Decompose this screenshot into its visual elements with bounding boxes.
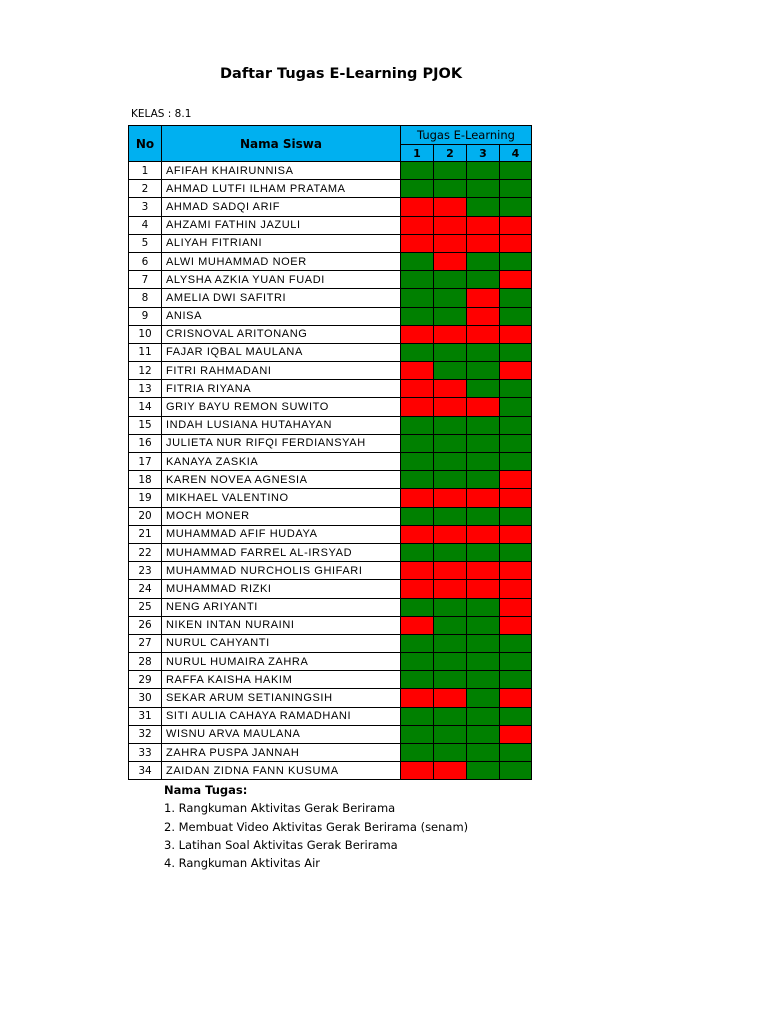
task-2-status-cell [434,689,467,707]
table-row [129,271,532,289]
task-2-status-cell [434,416,467,434]
task-1-status-cell [401,616,434,634]
task-3-status-cell [467,543,500,561]
task-2-status-cell [434,707,467,725]
task-4-status-cell [500,707,532,725]
table-row [129,234,532,252]
row-number: 25 [129,598,162,616]
task-2-status-cell [434,307,467,325]
task-3-status-cell [467,707,500,725]
row-number: 29 [129,671,162,689]
task-4-status-cell [500,543,532,561]
table-row [129,362,532,380]
table-row [129,744,532,762]
table-row [129,562,532,580]
task-2-status-cell [434,598,467,616]
row-number: 32 [129,725,162,743]
task-1-status-cell [401,325,434,343]
task-4-status-cell [500,744,532,762]
note-item: 1. Rangkuman Aktivitas Gerak Berirama [164,801,396,816]
task-2-status-cell [434,471,467,489]
table-row [129,180,532,198]
student-name: ZAHRA PUSPA JANNAH [162,744,401,762]
row-number: 17 [129,453,162,471]
student-name: AHMAD LUTFI ILHAM PRATAMA [162,180,401,198]
student-name: SITI AULIA CAHAYA RAMADHANI [162,707,401,725]
row-number: 19 [129,489,162,507]
task-3-status-cell [467,216,500,234]
note-item: 3. Latihan Soal Aktivitas Gerak Berirama [164,837,398,852]
task-3-status-cell [467,471,500,489]
notes-heading: Nama Tugas: [164,783,248,797]
student-name: AHMAD SADQI ARIF [162,198,401,216]
table-row [129,489,532,507]
row-number: 24 [129,580,162,598]
task-3-status-cell [467,489,500,507]
row-number: 4 [129,216,162,234]
header-task-1: 1 [401,145,434,162]
student-name: ANISA [162,307,401,325]
header-name: Nama Siswa [162,126,401,162]
task-3-status-cell [467,398,500,416]
task-4-status-cell [500,762,532,780]
task-3-status-cell [467,380,500,398]
task-2-status-cell [434,671,467,689]
task-2-status-cell [434,453,467,471]
row-number: 2 [129,180,162,198]
task-4-status-cell [500,671,532,689]
task-2-status-cell [434,525,467,543]
row-number: 18 [129,471,162,489]
task-3-status-cell [467,307,500,325]
table-row [129,543,532,561]
row-number: 16 [129,434,162,452]
task-1-status-cell [401,271,434,289]
table-row [129,416,532,434]
row-number: 27 [129,634,162,652]
task-1-status-cell [401,252,434,270]
header-task-4: 4 [500,145,532,162]
task-4-status-cell [500,162,532,180]
task-2-status-cell [434,380,467,398]
task-4-status-cell [500,289,532,307]
student-name: FAJAR IQBAL MAULANA [162,343,401,361]
table-row [129,434,532,452]
task-1-status-cell [401,453,434,471]
task-4-status-cell [500,252,532,270]
student-name: FITRIA RIYANA [162,380,401,398]
task-3-status-cell [467,762,500,780]
task-4-status-cell [500,489,532,507]
task-2-status-cell [434,434,467,452]
task-1-status-cell [401,725,434,743]
task-3-status-cell [467,671,500,689]
task-1-status-cell [401,744,434,762]
task-2-status-cell [434,489,467,507]
student-name: KANAYA ZASKIA [162,453,401,471]
class-label: KELAS : 8.1 [131,108,192,120]
row-number: 8 [129,289,162,307]
note-item: 2. Membuat Video Aktivitas Gerak Berirama (senam) [164,819,469,834]
row-number: 6 [129,252,162,270]
table-row [129,525,532,543]
student-rows [129,162,532,780]
student-name: MUHAMMAD NURCHOLIS GHIFARI [162,562,401,580]
header-task-2: 2 [434,145,467,162]
row-number: 10 [129,325,162,343]
student-name: MUHAMMAD AFIF HUDAYA [162,525,401,543]
task-1-status-cell [401,380,434,398]
task-2-status-cell [434,162,467,180]
task-1-status-cell [401,471,434,489]
task-1-status-cell [401,507,434,525]
row-number: 7 [129,271,162,289]
task-2-status-cell [434,580,467,598]
task-3-status-cell [467,434,500,452]
task-table [128,125,532,780]
task-2-status-cell [434,289,467,307]
task-1-status-cell [401,707,434,725]
row-number: 31 [129,707,162,725]
table-row [129,471,532,489]
task-1-status-cell [401,525,434,543]
table-row [129,325,532,343]
table-row [129,380,532,398]
task-1-status-cell [401,307,434,325]
task-3-status-cell [467,689,500,707]
task-4-status-cell [500,525,532,543]
task-2-status-cell [434,180,467,198]
student-name: MIKHAEL VALENTINO [162,489,401,507]
task-3-status-cell [467,562,500,580]
student-name: RAFFA KAISHA HAKIM [162,671,401,689]
row-number: 34 [129,762,162,780]
task-3-status-cell [467,453,500,471]
table-row [129,762,532,780]
student-name: AMELIA DWI SAFITRI [162,289,401,307]
task-3-status-cell [467,598,500,616]
task-2-status-cell [434,216,467,234]
row-number: 28 [129,653,162,671]
task-3-status-cell [467,325,500,343]
task-4-status-cell [500,380,532,398]
task-2-status-cell [434,616,467,634]
task-3-status-cell [467,525,500,543]
page-title: Daftar Tugas E-Learning PJOK [220,66,463,82]
task-1-status-cell [401,543,434,561]
task-4-status-cell [500,453,532,471]
task-4-status-cell [500,580,532,598]
task-2-status-cell [434,234,467,252]
task-2-status-cell [434,271,467,289]
task-4-status-cell [500,362,532,380]
task-3-status-cell [467,162,500,180]
task-3-status-cell [467,234,500,252]
task-1-status-cell [401,671,434,689]
table-row [129,216,532,234]
task-4-status-cell [500,598,532,616]
task-3-status-cell [467,362,500,380]
task-3-status-cell [467,634,500,652]
task-1-status-cell [401,598,434,616]
task-2-status-cell [434,543,467,561]
header-task-3: 3 [467,145,500,162]
student-name: INDAH LUSIANA HUTAHAYAN [162,416,401,434]
task-1-status-cell [401,362,434,380]
table-row [129,162,532,180]
row-number: 20 [129,507,162,525]
task-4-status-cell [500,398,532,416]
task-2-status-cell [434,343,467,361]
student-name: MUHAMMAD RIZKI [162,580,401,598]
row-number: 33 [129,744,162,762]
task-3-status-cell [467,416,500,434]
table-row [129,343,532,361]
task-1-status-cell [401,198,434,216]
task-1-status-cell [401,653,434,671]
task-4-status-cell [500,325,532,343]
student-name: KAREN NOVEA AGNESIA [162,471,401,489]
table-row [129,689,532,707]
task-4-status-cell [500,616,532,634]
table-row [129,671,532,689]
row-number: 14 [129,398,162,416]
task-3-status-cell [467,198,500,216]
task-2-status-cell [434,507,467,525]
student-name: NENG ARIYANTI [162,598,401,616]
task-1-status-cell [401,562,434,580]
table-row [129,634,532,652]
table-row [129,252,532,270]
table-row [129,398,532,416]
student-name: MOCH MONER [162,507,401,525]
table-row [129,707,532,725]
task-2-status-cell [434,198,467,216]
row-number: 23 [129,562,162,580]
student-name: ALIYAH FITRIANI [162,234,401,252]
task-3-status-cell [467,507,500,525]
row-number: 11 [129,343,162,361]
student-name: AFIFAH KHAIRUNNISA [162,162,401,180]
student-name: AHZAMI FATHIN JAZULI [162,216,401,234]
row-number: 9 [129,307,162,325]
student-name: WISNU ARVA MAULANA [162,725,401,743]
table-row [129,653,532,671]
student-name: FITRI RAHMADANI [162,362,401,380]
student-name: CRISNOVAL ARITONANG [162,325,401,343]
task-2-status-cell [434,252,467,270]
table-row [129,453,532,471]
row-number: 5 [129,234,162,252]
table-row [129,725,532,743]
student-name: GRIY BAYU REMON SUWITO [162,398,401,416]
student-name: NIKEN INTAN NURAINI [162,616,401,634]
task-1-status-cell [401,689,434,707]
task-2-status-cell [434,325,467,343]
task-1-status-cell [401,634,434,652]
task-3-status-cell [467,271,500,289]
task-3-status-cell [467,725,500,743]
student-name: ALWI MUHAMMAD NOER [162,252,401,270]
task-1-status-cell [401,180,434,198]
task-4-status-cell [500,434,532,452]
student-name: ALYSHA AZKIA YUAN FUADI [162,271,401,289]
task-1-status-cell [401,289,434,307]
task-4-status-cell [500,634,532,652]
task-1-status-cell [401,489,434,507]
task-4-status-cell [500,307,532,325]
task-4-status-cell [500,343,532,361]
task-1-status-cell [401,762,434,780]
task-3-status-cell [467,653,500,671]
task-1-status-cell [401,216,434,234]
task-4-status-cell [500,562,532,580]
student-name: NURUL CAHYANTI [162,634,401,652]
task-3-status-cell [467,252,500,270]
task-4-status-cell [500,471,532,489]
row-number: 1 [129,162,162,180]
header-tasks: Tugas E-Learning [401,126,532,145]
table-row [129,598,532,616]
student-name: NURUL HUMAIRA ZAHRA [162,653,401,671]
task-1-status-cell [401,234,434,252]
task-2-status-cell [434,762,467,780]
row-number: 30 [129,689,162,707]
row-number: 12 [129,362,162,380]
task-1-status-cell [401,434,434,452]
task-1-status-cell [401,580,434,598]
task-4-status-cell [500,180,532,198]
task-1-status-cell [401,162,434,180]
task-2-status-cell [434,398,467,416]
task-2-status-cell [434,744,467,762]
task-4-status-cell [500,198,532,216]
table-row [129,198,532,216]
task-4-status-cell [500,507,532,525]
task-3-status-cell [467,580,500,598]
row-number: 21 [129,525,162,543]
task-2-status-cell [434,653,467,671]
header-no: No [129,126,162,162]
student-name: JULIETA NUR RIFQI FERDIANSYAH [162,434,401,452]
note-item: 4. Rangkuman Aktivitas Air [164,856,321,871]
task-2-status-cell [434,634,467,652]
student-name: ZAIDAN ZIDNA FANN KUSUMA [162,762,401,780]
task-1-status-cell [401,343,434,361]
task-3-status-cell [467,616,500,634]
task-1-status-cell [401,398,434,416]
task-4-status-cell [500,271,532,289]
row-number: 26 [129,616,162,634]
task-4-status-cell [500,725,532,743]
table-row [129,580,532,598]
task-1-status-cell [401,416,434,434]
task-3-status-cell [467,744,500,762]
table-row [129,507,532,525]
row-number: 15 [129,416,162,434]
row-number: 13 [129,380,162,398]
row-number: 3 [129,198,162,216]
task-2-status-cell [434,725,467,743]
task-4-status-cell [500,416,532,434]
table-row [129,307,532,325]
task-3-status-cell [467,180,500,198]
task-3-status-cell [467,289,500,307]
table-row [129,616,532,634]
row-number: 22 [129,543,162,561]
task-3-status-cell [467,343,500,361]
task-4-status-cell [500,689,532,707]
student-name: SEKAR ARUM SETIANINGSIH [162,689,401,707]
task-notes [164,781,468,872]
student-name: MUHAMMAD FARREL AL-IRSYAD [162,543,401,561]
task-4-status-cell [500,234,532,252]
task-4-status-cell [500,653,532,671]
task-4-status-cell [500,216,532,234]
table-row [129,289,532,307]
task-2-status-cell [434,362,467,380]
task-2-status-cell [434,562,467,580]
